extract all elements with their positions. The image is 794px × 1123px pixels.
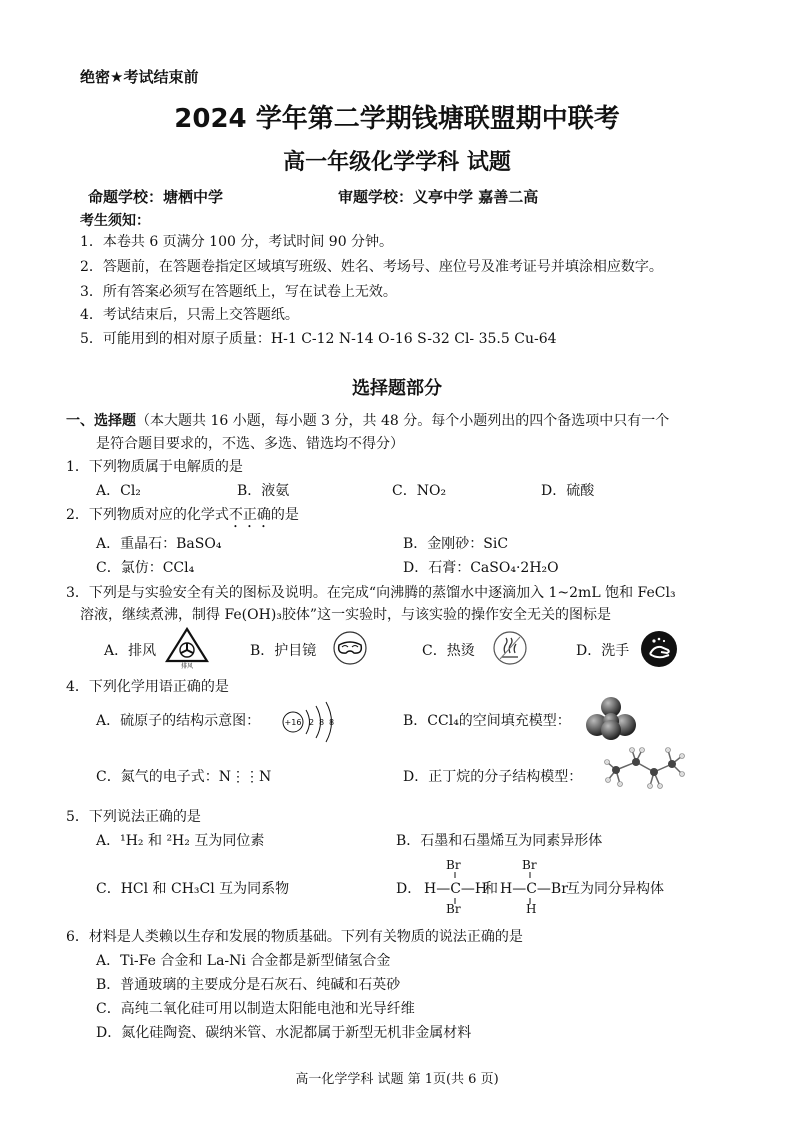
q4-option-d: D．正丁烷的分子结构模型： xyxy=(403,769,583,785)
q4-option-a: A．硫原子的结构示意图： xyxy=(96,713,261,729)
section-title: 选择题部分 xyxy=(352,378,442,399)
struct-right-middle: H—C—Br xyxy=(500,881,568,897)
struct-right-top: Br xyxy=(522,858,537,872)
q2-stem-after: 的是 xyxy=(270,507,299,523)
q3-stem-line1: 3．下列是与实验安全有关的图标及说明。在完成“向沸腾的蒸馏水中逐滴加入 1~2mL 饱和 FeCl₃ xyxy=(66,585,676,601)
q2-stem xyxy=(66,506,299,531)
q3-stem-line2: 溶液，继续煮沸，制得 Fe(OH)₃胶体”这一实验时，与该实验的操作安全无关的图标是 xyxy=(80,607,612,623)
shell-electrons: 8 xyxy=(319,718,325,727)
q2-option-a: A．重晶石：BaSO₄ xyxy=(96,536,222,552)
q4-option-b: B．CCl₄的空间填充模型： xyxy=(403,713,571,729)
part1-desc: （本大题共 16 小题，每小题 3 分，共 48 分。每个小题列出的四个备选项中只有一个 xyxy=(136,413,670,429)
page-footer: 高一化学学科 试题 第 1页(共 6 页) xyxy=(295,1072,499,1087)
part1-desc-line2: 是符合题目要求的，不选、多选、错选均不得分） xyxy=(96,436,404,452)
q1-option-b: B．液氨 xyxy=(237,483,290,499)
q2-option-c: C．氯仿：CCl₄ xyxy=(96,560,195,576)
struct-left-top: Br xyxy=(446,858,461,872)
q5-option-a: A．¹H₂ 和 ²H₂ 互为同位素 xyxy=(96,833,265,849)
secret-label: 绝密★考试结束前 xyxy=(80,68,199,86)
q3-option-a: A．排风 xyxy=(104,643,157,659)
shell-electrons: 8 xyxy=(329,718,335,727)
struct-left-bottom: Br xyxy=(446,902,461,916)
part1-instructions xyxy=(66,412,669,430)
sulfur-atom-diagram xyxy=(278,698,358,746)
q5-option-c: C．HCl 和 CH₃Cl 互为同系物 xyxy=(96,881,290,897)
n2-electron-formula: N⋮⋮N xyxy=(218,769,272,785)
q6-stem: 6．材料是人类赖以生存和发展的物质基础。下列有关物质的说法正确的是 xyxy=(66,929,523,945)
notice-item: 5．可能用到的相对原子质量：H-1 C-12 N-14 O-16 S-32 Cl- 35.5 Cu-64 xyxy=(80,331,557,347)
struct-right-bottom: H xyxy=(526,902,537,916)
q1-option-a: A．Cl₂ xyxy=(96,483,141,499)
ventilation-caption: 排风 xyxy=(180,663,194,669)
q3-option-b: B．护目镜 xyxy=(250,643,317,659)
q5-option-d-prefix: D． xyxy=(396,881,422,897)
q3-option-c: C．热烫 xyxy=(422,643,475,659)
struct-connector: 和 xyxy=(484,881,498,897)
hand-washing-icon xyxy=(640,630,678,668)
ventilation-icon xyxy=(165,627,209,669)
notice-item: 2．答题前，在答题卷指定区域填写班级、姓名、考场号、座位号及准考证号并填涂相应数字。 xyxy=(80,259,663,275)
reviewer-school: 审题学校：义亭中学 嘉善二高 xyxy=(338,188,539,206)
q5-stem: 5．下列说法正确的是 xyxy=(66,809,201,825)
q5-option-d-suffix: 互为同分异构体 xyxy=(566,881,664,897)
q6-option-c: C．高纯二氧化硅可用以制造太阳能电池和光导纤维 xyxy=(96,1001,415,1017)
q4-stem: 4．下列化学用语正确的是 xyxy=(66,679,229,695)
q6-option-a: A．Ti-Fe 合金和 La-Ni 合金都是新型储氢合金 xyxy=(96,953,391,969)
q2-stem-before: 2．下列物质对应的化学式 xyxy=(66,507,229,523)
q4-option-c xyxy=(96,768,271,786)
notice-item: 4．考试结束后，只需上交答题纸。 xyxy=(80,307,299,323)
q6-option-b: B．普通玻璃的主要成分是石灰石、纯碱和石英砂 xyxy=(96,977,401,993)
butane-ball-stick-model xyxy=(602,744,686,796)
q2-option-d: D．石膏：CaSO₄·2H₂O xyxy=(403,560,559,576)
exam-title: 2024 学年第二学期钱塘联盟期中联考 xyxy=(174,104,620,134)
proposer-school: 命题学校：塘栖中学 xyxy=(88,188,224,206)
q5-option-b: B．石墨和石墨烯互为同素异形体 xyxy=(396,833,603,849)
part1-label: 一、选择题 xyxy=(66,413,136,429)
atom-nucleus: +16 xyxy=(284,718,302,727)
q6-option-d: D．氮化硅陶瓷、碳纳米管、水泥都属于新型无机非金属材料 xyxy=(96,1025,472,1041)
notice-item: 1．本卷共 6 页满分 100 分，考试时间 90 分钟。 xyxy=(80,234,394,250)
notice-heading: 考生须知： xyxy=(80,213,150,229)
structure-bonds xyxy=(440,872,540,906)
hot-surface-icon xyxy=(490,629,530,667)
q1-option-c: C．NO₂ xyxy=(392,483,447,499)
q2-stem-emphasis: 不正确 xyxy=(228,507,271,523)
q2-option-b: B．金刚砂：SiC xyxy=(403,536,509,552)
q1-stem: 1．下列物质属于电解质的是 xyxy=(66,459,243,475)
q1-option-d: D．硫酸 xyxy=(541,483,595,499)
shell-electrons: 2 xyxy=(309,718,315,727)
q4-option-c-label: C．氮气的电子式： xyxy=(96,769,219,785)
struct-left-middle: H—C—H xyxy=(424,881,488,897)
q3-option-d: D．洗手 xyxy=(576,643,630,659)
goggles-icon xyxy=(330,630,370,666)
notice-item: 3．所有答案必须写在答题纸上，写在试卷上无效。 xyxy=(80,284,397,300)
ccl4-space-filling-model xyxy=(586,697,636,741)
exam-subtitle: 高一年级化学学科 试题 xyxy=(283,150,511,175)
